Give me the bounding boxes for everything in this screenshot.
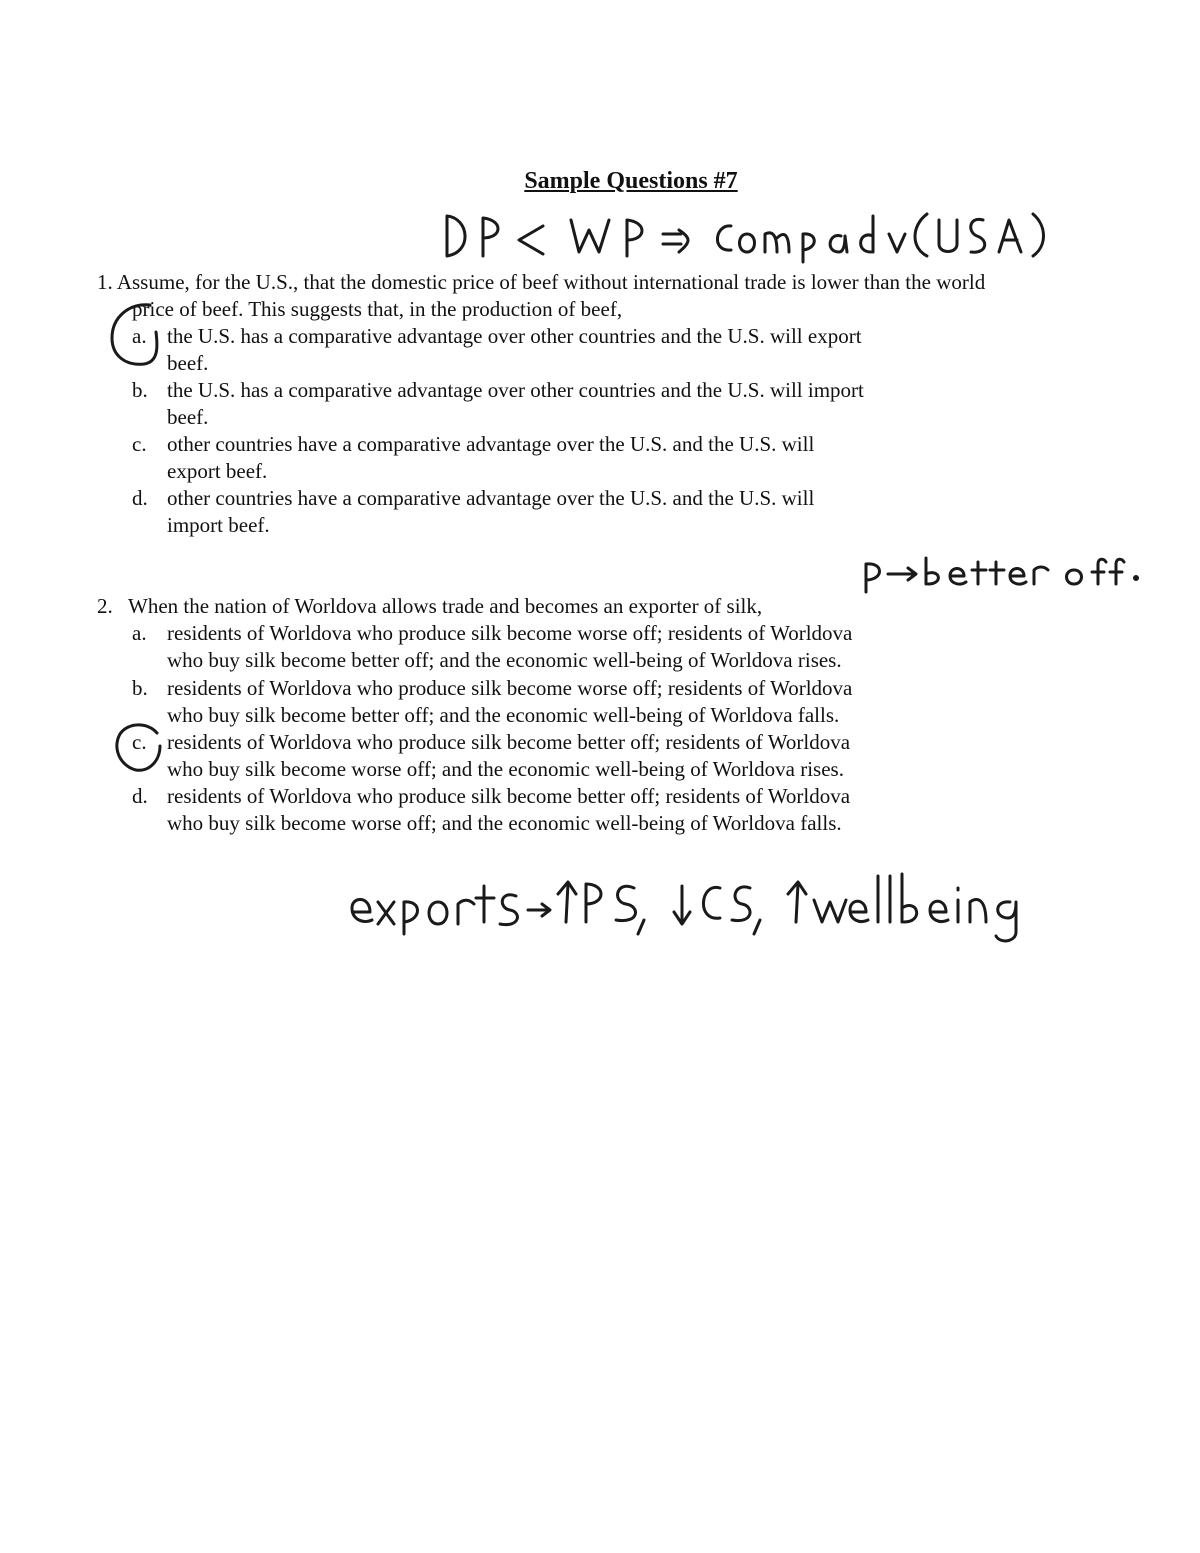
option-letter: d. xyxy=(132,486,148,510)
option-letter: a. xyxy=(132,621,147,645)
question-stem-line: When the nation of Worldova allows trade and becomes an exporter of silk, xyxy=(128,594,763,618)
option-text-line: residents of Worldova who produce silk become worse off; residents of Worldova xyxy=(167,621,853,645)
option-letter: c. xyxy=(132,730,147,754)
question-stem-line: Assume, for the U.S., that the domestic price of beef without international trade is lower than the world xyxy=(116,270,986,294)
option-text-line: export beef. xyxy=(167,459,268,483)
question-number: 1. xyxy=(97,270,113,294)
option-letter: d. xyxy=(132,784,148,808)
handwritten-note-exports xyxy=(352,874,1016,941)
option-text-line: import beef. xyxy=(167,513,270,537)
option-text-line: the U.S. has a comparative advantage over other countries and the U.S. will import xyxy=(167,378,864,402)
option-text-line: who buy silk become worse off; and the economic well-being of Worldova falls. xyxy=(167,811,842,835)
option-text-line: who buy silk become better off; and the economic well-being of Worldova rises. xyxy=(167,648,842,672)
handwritten-note-compadv xyxy=(447,214,1044,262)
option-letter: b. xyxy=(132,378,148,402)
page-title: Sample Questions #7 xyxy=(524,168,738,194)
question-1 xyxy=(97,269,985,296)
option-letter: c. xyxy=(132,432,147,456)
question-stem-line: price of beef. This suggests that, in the production of beef, xyxy=(132,297,623,321)
option-text-line: who buy silk become better off; and the economic well-being of Worldova falls. xyxy=(167,703,840,727)
option-text-line: residents of Worldova who produce silk become worse off; residents of Worldova xyxy=(167,676,853,700)
question-number: 2. xyxy=(97,594,113,618)
option-letter: a. xyxy=(132,324,147,348)
option-letter: b. xyxy=(132,676,148,700)
option-text-line: beef. xyxy=(167,405,209,429)
handwritten-note-better-off xyxy=(866,558,1138,592)
option-text-line: residents of Worldova who produce silk become better off; residents of Worldova xyxy=(167,730,851,754)
option-text-line: other countries have a comparative advantage over the U.S. and the U.S. will xyxy=(167,486,815,510)
option-text-line: other countries have a comparative advantage over the U.S. and the U.S. will xyxy=(167,432,815,456)
option-text-line: the U.S. has a comparative advantage over other countries and the U.S. will export xyxy=(167,324,862,348)
option-text-line: who buy silk become worse off; and the economic well-being of Worldova rises. xyxy=(167,757,844,781)
question-2 xyxy=(97,593,762,620)
option-text-line: residents of Worldova who produce silk become better off; residents of Worldova xyxy=(167,784,851,808)
option-text-line: beef. xyxy=(167,351,209,375)
